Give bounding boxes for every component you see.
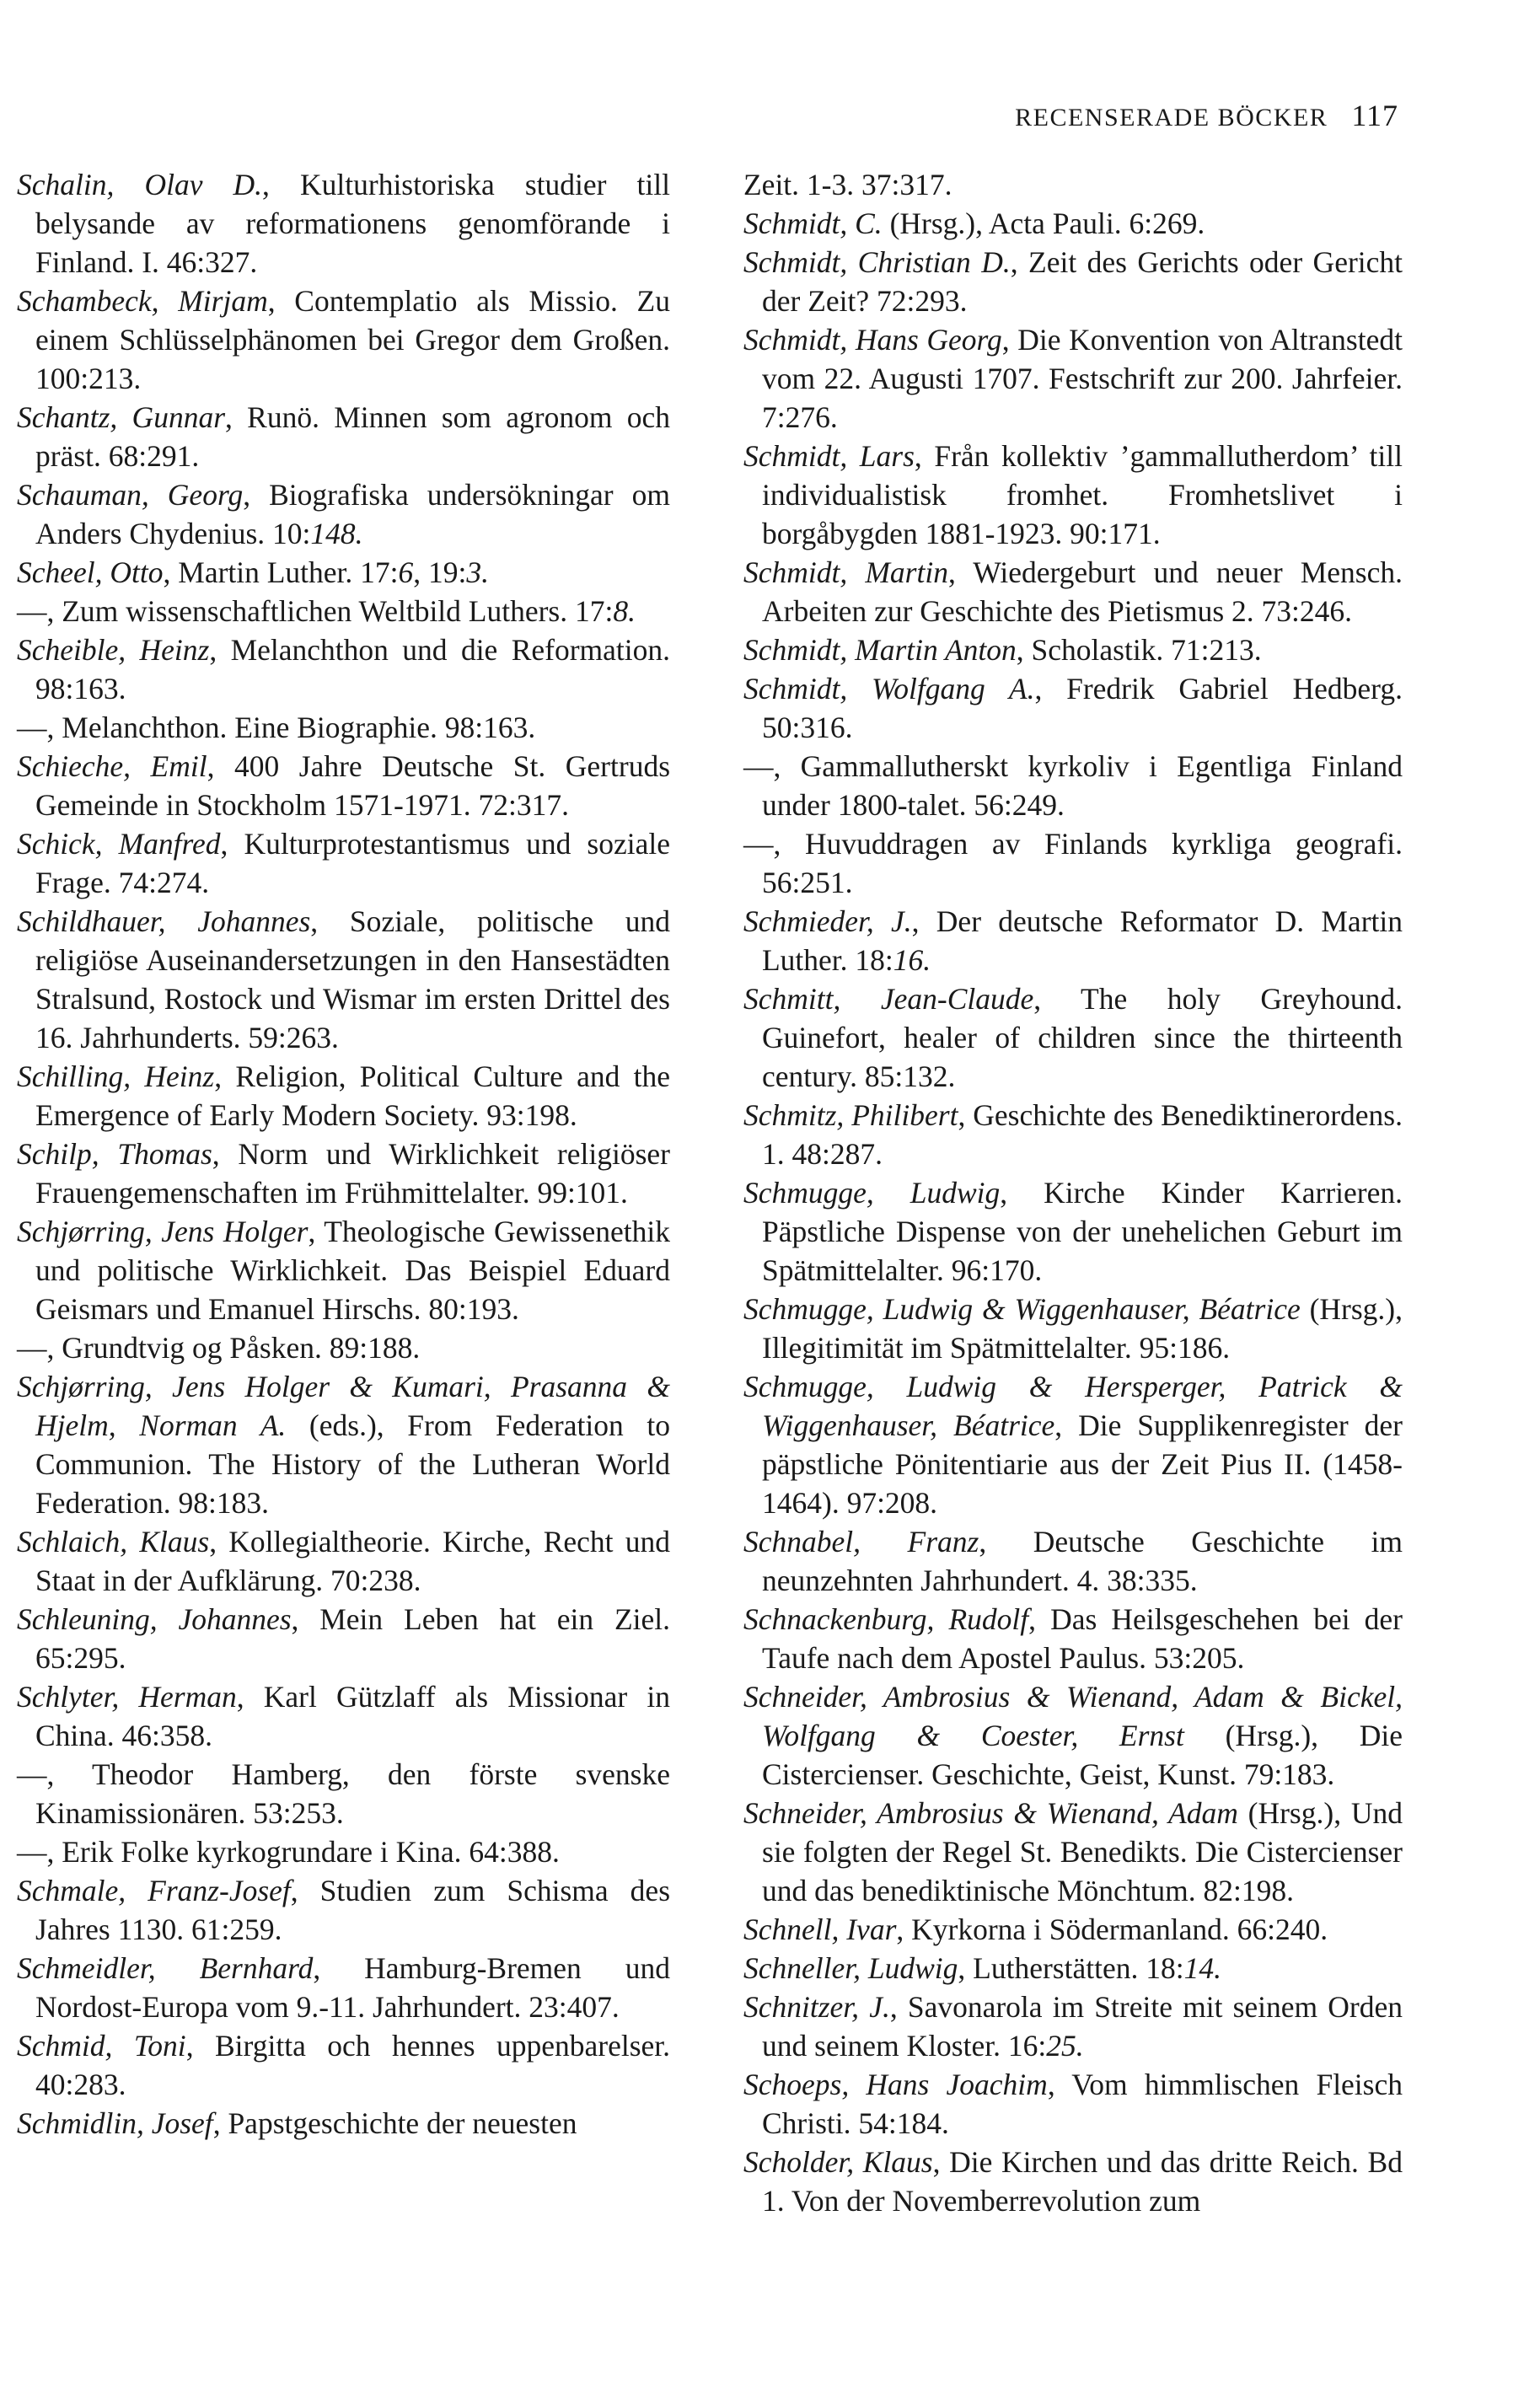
index-entry [743, 747, 1403, 824]
author-name: Schlyter, Herman [17, 1680, 237, 1714]
entry-text: (Hrsg.), Acta Pauli. 6:269. [882, 207, 1205, 240]
entry-text: , 19: [413, 555, 467, 589]
index-entry [743, 1910, 1403, 1949]
index-entry [743, 1600, 1403, 1677]
entry-text: , Lutherstätten. 18: [958, 1951, 1184, 1985]
entry-text: , Birgitta och hennes uppenbarelser. 40:283. [35, 2029, 671, 2101]
index-entry [17, 2104, 670, 2143]
author-name: Schmidlin, Josef [17, 2106, 213, 2140]
author-name: Schildhauer, Johannes [17, 904, 311, 938]
author-name: Schick, Manfred [17, 827, 221, 861]
entry-text: —, Erik Folke kyrkogrundare i Kina. 64:388. [17, 1835, 560, 1869]
author-name: Schalin, Olav D. [17, 168, 263, 201]
author-name: Schantz, Gunnar [17, 400, 226, 434]
italic-page-ref: 148. [310, 517, 363, 550]
italic-page-ref: 25. [1046, 2029, 1084, 2063]
index-entry [743, 165, 1403, 204]
index-entry [743, 2143, 1403, 2220]
index-entry [743, 1988, 1403, 2065]
author-name: Schneller, Ludwig [743, 1951, 958, 1985]
author-name: Schmidt, Christian D. [743, 245, 1011, 279]
author-name: Schmidt, Martin [743, 555, 948, 589]
entry-text: , Die Supplikenregister der päpstliche Pönitentiarie aus der Zeit Pius II. (1458-1464). 97:208. [762, 1408, 1403, 1520]
author-name: Schmitt, Jean-Claude [743, 982, 1034, 1016]
entry-text: , Kulturprotestantismus und soziale Frage. 74:274. [35, 827, 670, 899]
index-entry [17, 1328, 670, 1367]
index-entry [743, 437, 1403, 553]
index-entry [17, 1949, 670, 2026]
author-name: Scheible, Heinz [17, 633, 210, 667]
author-name: Schnell, Ivar [743, 1912, 897, 1946]
index-entry [17, 475, 670, 553]
author-name: Schlaich, Klaus [17, 1525, 210, 1558]
index-entry [743, 320, 1403, 437]
author-name: Schneider, Ambrosius & Wienand, Adam & Bickel, Wolfgang & Coester, Ernst [743, 1680, 1403, 1752]
author-name: Schambeck, Mirjam [17, 284, 268, 318]
author-name: Schilling, Heinz [17, 1060, 215, 1093]
author-name: Schieche, Emil [17, 749, 207, 783]
index-entry [17, 1367, 670, 1522]
author-name: Schmidt, C. [743, 207, 883, 240]
author-name: Schjørring, Jens Holger [17, 1215, 309, 1248]
index-entry [743, 1794, 1403, 1910]
author-name: Schleuning, Johannes [17, 1602, 292, 1636]
entry-text: , Melanchthon und die Reformation. 98:163. [35, 633, 670, 705]
entry-text: , Vom himmlischen Fleisch Christi. 54:184. [762, 2068, 1403, 2140]
author-name: Scheel, Otto [17, 555, 164, 589]
index-entry [17, 592, 670, 630]
index-entry [743, 243, 1403, 320]
entry-text: , Wiedergeburt und neuer Mensch. Arbeiten zur Geschichte des Pietismus 2. 73:246. [762, 555, 1403, 628]
author-name: Schmitz, Philibert [743, 1098, 958, 1132]
index-entry [743, 2065, 1403, 2143]
index-entry [743, 1949, 1403, 1988]
entry-text: (Hrsg.), Die Cistercienser. Geschichte, Geist, Kunst. 79:183. [762, 1719, 1403, 1791]
index-entry [743, 1096, 1403, 1173]
entry-text: Zeit. 1-3. 37:317. [743, 168, 952, 201]
author-name: Schmeidler, Bernhard [17, 1951, 314, 1985]
italic-page-ref: 3. [466, 555, 490, 589]
index-entry [17, 398, 670, 475]
entry-text: , Martin Luther. 17: [163, 555, 399, 589]
entry-text: , Biografiska undersökningar om Anders Chydenius. 10: [35, 478, 670, 550]
entry-text: —, Melanchthon. Eine Biographie. 98:163. [17, 711, 536, 744]
running-title: RECENSERADE BÖCKER [1015, 104, 1328, 131]
author-name: Schnabel, Franz [743, 1525, 979, 1558]
entry-text: , Fredrik Gabriel Hedberg. 50:316. [762, 672, 1403, 744]
author-name: Schnackenburg, Rudolf [743, 1602, 1029, 1636]
index-entry [743, 1290, 1403, 1367]
index-entry [17, 747, 670, 824]
entry-text: —, Grundtvig og Påsken. 89:188. [17, 1331, 421, 1365]
entry-text: —, Gammallutherskt kyrkoliv i Egentliga Finland under 1800-talet. 56:249. [743, 749, 1403, 822]
index-entry [743, 1367, 1403, 1522]
author-name: Schilp, Thomas [17, 1137, 212, 1171]
author-name: Schmugge, Ludwig & Hersperger, Patrick & Wiggenhauser, Béatrice [743, 1370, 1403, 1442]
author-name: Schmale, Franz-Josef [17, 1874, 291, 1907]
entry-text: , Studien zum Schisma des Jahres 1130. 61:259. [35, 1874, 671, 1946]
author-name: Schmugge, Ludwig & Wiggenhauser, Béatrice [743, 1292, 1301, 1326]
running-header [1015, 98, 1398, 133]
entry-text: , Papstgeschichte der neuesten [212, 2106, 577, 2140]
entry-text: , Der deutsche Reformator D. Martin Luther. 18: [762, 904, 1403, 977]
index-entry [17, 1677, 670, 1755]
index-entry [743, 669, 1403, 747]
index-entry [17, 1871, 670, 1949]
italic-page-ref: 14. [1183, 1951, 1221, 1985]
entry-text: (Hrsg.), Und sie folgten der Regel St. Benedikts. Die Cistercienser und das benediktinische Mönchtum. 82:198. [762, 1796, 1403, 1907]
author-name: Schoeps, Hans Joachim [743, 2068, 1048, 2101]
italic-page-ref: 6 [398, 555, 414, 589]
entry-text: , Zeit des Gerichts oder Gericht der Zeit? 72:293. [762, 245, 1403, 318]
italic-page-ref: 16. [893, 943, 931, 977]
index-entry [17, 553, 670, 592]
author-name: Schneider, Ambrosius & Wienand, Adam [743, 1796, 1238, 1830]
entry-text: , Norm und Wirklichkeit religiöser Frauengemenschaften im Frühmittelalter. 99:101. [35, 1137, 670, 1210]
index-entry [17, 708, 670, 747]
index-entry [17, 1600, 670, 1677]
index-entry [743, 902, 1403, 979]
author-name: Scholder, Klaus [743, 2145, 933, 2179]
entry-text: , Die Konvention von Altranstedt vom 22. Augusti 1707. Festschrift zur 200. Jahrfeier. 7:276. [762, 323, 1403, 434]
index-entry [17, 1522, 670, 1600]
author-name: Schauman, Georg [17, 478, 244, 512]
entry-text: , Soziale, politische und religiöse Auseinandersetzungen in den Hansestädten Stralsund, Rostock und Wismar im ersten Drittel des 16. Jahrhunderts. 59:263. [35, 904, 670, 1054]
entry-text: , The holy Greyhound. Guinefort, healer of children since the thirteenth century. 85:132. [762, 982, 1403, 1093]
index-entry [743, 630, 1403, 669]
entry-text: , Hamburg-Bremen und Nordost-Europa vom 9.-11. Jahrhundert. 23:407. [35, 1951, 670, 2024]
author-name: Schmidt, Hans Georg [743, 323, 1002, 357]
entry-text: , Theologische Gewissenethik und politische Wirklichkeit. Das Beispiel Eduard Geismars und Emanuel Hirschs. 80:193. [35, 1215, 671, 1326]
entry-text: , Kulturhistoriska studier till belysande av reformationens genomförande i Finland. I. 46:327. [35, 168, 670, 279]
entry-text: , Runö. Minnen som agronom och präst. 68:291. [35, 400, 670, 473]
index-entry [17, 1057, 670, 1135]
index-entry [17, 824, 670, 902]
entry-text: (eds.), From Federation to Communion. The History of the Lutheran World Federation. 98:183. [35, 1408, 670, 1520]
index-entry [743, 553, 1403, 630]
author-name: Schmieder, J. [743, 904, 912, 938]
page-number: 117 [1351, 99, 1398, 132]
entry-text: , Mein Leben hat ein Ziel. 65:295. [35, 1602, 670, 1675]
entry-text: , Kollegialtheorie. Kirche, Recht und Staat in der Aufklärung. 70:238. [35, 1525, 670, 1597]
entry-text: , Deutsche Geschichte im neunzehnten Jahrhundert. 4. 38:335. [762, 1525, 1403, 1597]
entry-text: , Karl Gützlaff als Missionar in China. 46:358. [35, 1680, 670, 1752]
right-column [743, 165, 1403, 2220]
entry-text: , Kyrkorna i Södermanland. 66:240. [896, 1912, 1328, 1946]
entry-text: (Hrsg.), Illegitimität im Spätmittelalter. 95:186. [762, 1292, 1403, 1365]
entry-text: , 400 Jahre Deutsche St. Gertruds Gemeinde in Stockholm 1571-1971. 72:317. [35, 749, 671, 822]
entry-text: , Scholastik. 71:213. [1016, 633, 1262, 667]
entry-text: , Das Heilsgeschehen bei der Taufe nach dem Apostel Paulus. 53:205. [762, 1602, 1403, 1675]
index-entry [743, 979, 1403, 1096]
entry-text: —, Huvuddragen av Finlands kyrkliga geografi. 56:251. [743, 827, 1403, 899]
index-entry [17, 1755, 670, 1832]
entry-text: , Religion, Political Culture and the Emergence of Early Modern Society. 93:198. [35, 1060, 670, 1132]
entry-text: , Geschichte des Benediktinerordens. 1. 48:287. [762, 1098, 1403, 1171]
index-entry [743, 1522, 1403, 1600]
index-entry [743, 204, 1403, 243]
author-name: Schmugge, Ludwig [743, 1176, 1001, 1210]
italic-page-ref: 8. [613, 594, 636, 628]
index-entry [743, 1173, 1403, 1290]
index-entry [17, 1212, 670, 1328]
entry-text: —, Zum wissenschaftlichen Weltbild Luthers. 17: [17, 594, 614, 628]
index-entry [17, 165, 670, 282]
author-name: Schnitzer, J. [743, 1990, 890, 2024]
index-entry [743, 824, 1403, 902]
left-column [17, 165, 670, 2143]
index-entry [17, 1832, 670, 1871]
entry-text: , Från kollektiv ’gammallutherdom’ till individualistisk fromhet. Fromhetslivet i borgåbygden 1881-1923. 90:171. [762, 439, 1403, 550]
entry-text: —, Theodor Hamberg, den förste svenske Kinamissionären. 53:253. [17, 1757, 670, 1830]
index-entry [17, 630, 670, 708]
index-entry [17, 2026, 670, 2104]
index-entry [17, 282, 670, 398]
entry-text: , Kirche Kinder Karrieren. Päpstliche Dispense von der unehelichen Geburt im Spätmittelalter. 96:170. [762, 1176, 1403, 1287]
author-name: Schmidt, Lars [743, 439, 915, 473]
entry-text: , Contemplatio als Missio. Zu einem Schlüsselphänomen bei Gregor dem Großen. 100:213. [35, 284, 670, 395]
index-entry [17, 902, 670, 1057]
author-name: Schmidt, Martin Anton [743, 633, 1017, 667]
index-entry [743, 1677, 1403, 1794]
author-name: Schmid, Toni [17, 2029, 186, 2063]
entry-text: , Savonarola im Streite mit seinem Orden und seinem Kloster. 16: [762, 1990, 1403, 2063]
entry-text: , Die Kirchen und das dritte Reich. Bd 1. Von der Novemberrevolution zum [762, 2145, 1403, 2218]
index-entry [17, 1135, 670, 1212]
author-name: Schmidt, Wolfgang A. [743, 672, 1035, 705]
author-name: Schjørring, Jens Holger & Kumari, Prasanna & Hjelm, Norman A. [17, 1370, 670, 1442]
